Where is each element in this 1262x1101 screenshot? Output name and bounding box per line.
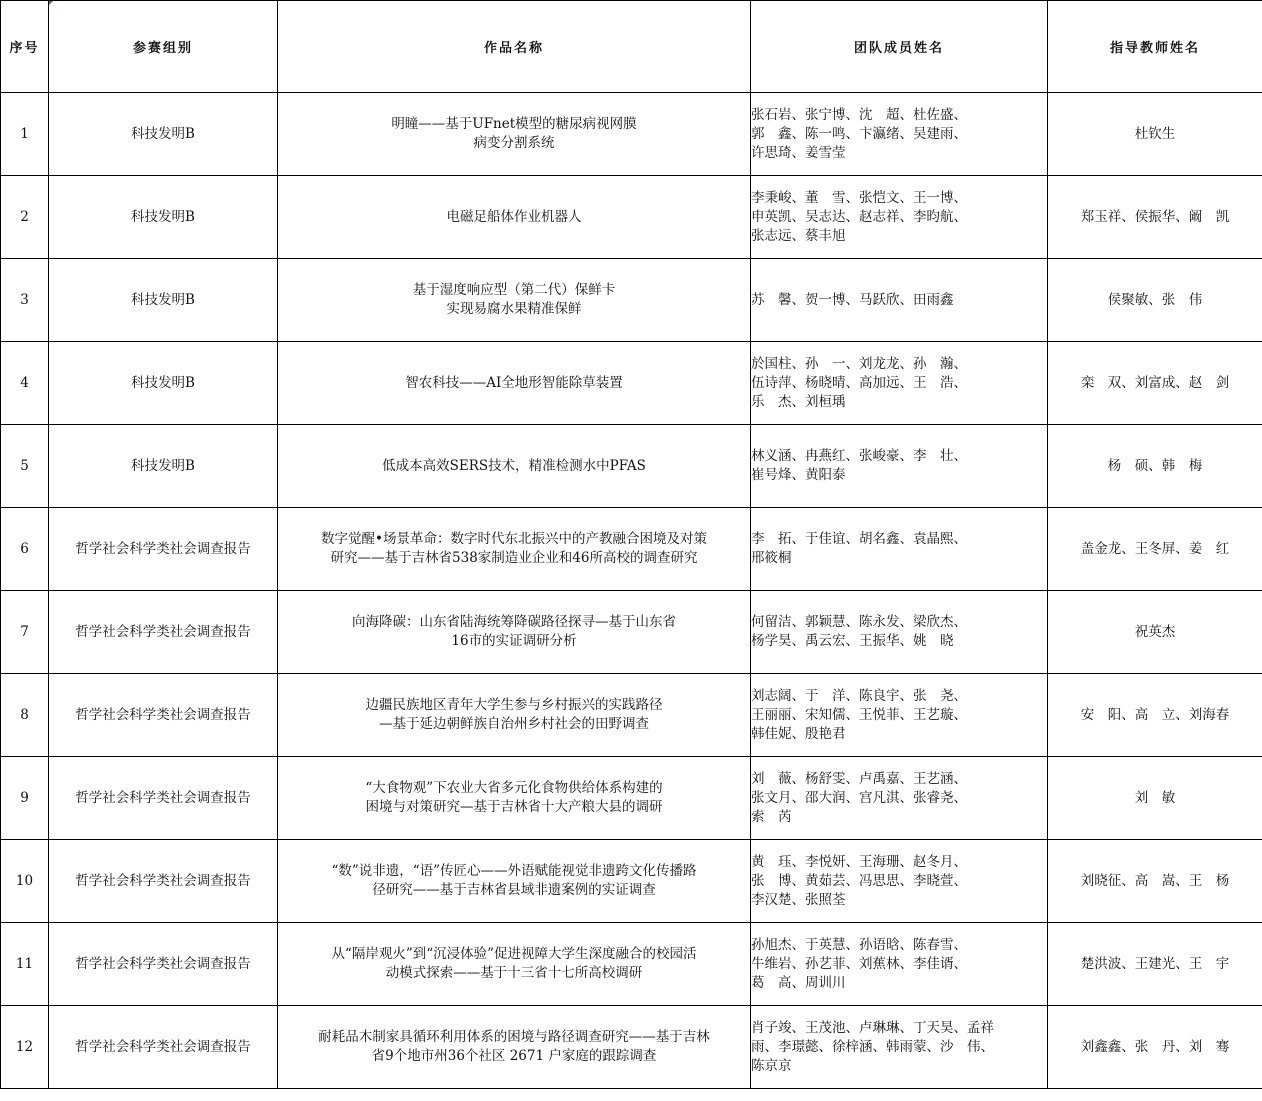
cell-advisors[interactable]: 杜钦生 (1048, 93, 1262, 176)
cell-advisors[interactable]: 郑玉祥、侯振华、阚 凯 (1048, 176, 1262, 259)
title-line: 省9个地市州36个社区 2671 户家庭的跟踪调查 (371, 1048, 657, 1064)
title-line: 病变分割系统 (473, 135, 555, 151)
table-row (1, 1006, 1262, 1089)
members-line: 牛维岩、孙艺菲、刘蕉林、李佳谞、 (751, 955, 967, 972)
cell-group[interactable]: 科技发明B (49, 342, 278, 425)
members-line: 葛 高、周训川 (751, 974, 846, 991)
table-row (1, 674, 1262, 757)
cell-no[interactable]: 7 (1, 591, 49, 674)
members-line: 陈京京 (751, 1057, 792, 1074)
cell-advisors[interactable]: 刘鑫鑫、张 丹、刘 骞 (1048, 1006, 1262, 1089)
title-line: 边疆民族地区青年大学生参与乡村振兴的实践路径 (365, 697, 663, 713)
title-line: 基于湿度响应型（第二代）保鲜卡 (412, 282, 616, 298)
members-line: 黄 珏、李悦妍、王海珊、赵冬月、 (751, 853, 967, 870)
table-row (1, 259, 1262, 342)
cell-members[interactable] (751, 342, 1048, 425)
table-row (1, 342, 1262, 425)
title-line: 电磁足船体作业机器人 (446, 208, 582, 225)
header-no[interactable]: 序号 (1, 1, 49, 93)
title-line: “数”说非遗，“语”传匠心——外语赋能视觉非遗跨文化传播路 (331, 863, 697, 879)
members-line: 苏 馨、贺一博、马跃欣、田雨鑫 (751, 291, 954, 308)
cell-advisors[interactable]: 盖金龙、王冬屏、姜 红 (1048, 508, 1262, 591)
cell-no[interactable]: 8 (1, 674, 49, 757)
cell-group[interactable]: 科技发明B (49, 176, 278, 259)
cell-members[interactable] (751, 1006, 1048, 1089)
members-line: 雨、李璟懿、徐梓涵、韩雨蒙、沙 伟、 (751, 1038, 994, 1055)
cell-members[interactable] (751, 259, 1048, 342)
cell-no[interactable]: 5 (1, 425, 49, 508)
title-line: 研究——基于吉林省538家制造业企业和46所高校的调查研究 (330, 550, 698, 566)
table-row (1, 840, 1262, 923)
members-line: 肖子竣、王茂池、卢琳琳、丁天昊、孟祥 (751, 1019, 994, 1036)
members-line: 孙旭杰、于英慧、孙语晗、陈春雪、 (751, 936, 967, 953)
members-line: 索 芮 (751, 808, 792, 825)
cell-no[interactable]: 4 (1, 342, 49, 425)
members-line: 申英凯、吴志达、赵志祥、李昀航、 (751, 208, 967, 225)
table-row (1, 508, 1262, 591)
title-line: 径研究——基于吉林省县域非遗案例的实证调查 (372, 882, 656, 898)
members-line: 李秉峻、董 雪、张恺文、王一博、 (751, 189, 967, 206)
cell-title[interactable] (278, 1006, 751, 1089)
title-line: 向海降碳：山东省陆海统筹降碳路径探寻—基于山东省 (352, 614, 676, 630)
members-line: 刘志阔、于 洋、陈良宇、张 尧、 (751, 687, 967, 704)
cell-members[interactable] (751, 923, 1048, 1006)
table-row (1, 93, 1262, 176)
cell-group[interactable]: 哲学社会科学类社会调查报告 (49, 923, 278, 1006)
cell-title[interactable] (278, 425, 751, 508)
title-line: 低成本高效SERS技术，精准检测水中PFAS (382, 457, 646, 474)
cell-no[interactable]: 11 (1, 923, 49, 1006)
members-line: 郭 鑫、陈一鸣、卞瀛绪、吴建雨、 (751, 125, 967, 142)
header-group[interactable]: 参赛组别 (49, 1, 278, 93)
title-line: 明瞳——基于UFnet模型的糖尿病视网膜 (391, 116, 637, 132)
cell-members[interactable] (751, 840, 1048, 923)
cell-group[interactable]: 哲学社会科学类社会调查报告 (49, 674, 278, 757)
title-line: 数字觉醒•场景革命：数字时代东北振兴中的产教融合困境及对策 (321, 531, 707, 547)
members-line: 李汉楚、张照荃 (751, 891, 846, 908)
cell-group[interactable]: 科技发明B (49, 93, 278, 176)
cell-title[interactable] (278, 342, 751, 425)
cell-group[interactable]: 哲学社会科学类社会调查报告 (49, 1006, 278, 1089)
cell-title[interactable] (278, 259, 751, 342)
cell-advisors[interactable]: 刘晓征、高 嵩、王 杨 (1048, 840, 1262, 923)
cell-no[interactable]: 9 (1, 757, 49, 840)
title-line: 智农科技——AI全地形智能除草装置 (405, 374, 623, 391)
title-line: 动模式探索——基于十三省十七所高校调研 (385, 965, 643, 981)
cell-advisors[interactable]: 栾 双、刘富成、赵 剑 (1048, 342, 1262, 425)
members-line: 林义涵、冉燕红、张峻豪、李 壮、 (751, 448, 967, 464)
members-line: 崔号烽、黄阳泰 (751, 467, 846, 483)
cell-group[interactable]: 哲学社会科学类社会调查报告 (49, 757, 278, 840)
table-body (1, 93, 1262, 1089)
members-line: 张石岩、张宁博、沈 超、杜佐盛、 (751, 106, 967, 123)
title-line: 困境与对策研究—基于吉林省十大产粮大县的调研 (365, 799, 663, 815)
cell-advisors[interactable]: 安 阳、高 立、刘海春 (1048, 674, 1262, 757)
table-row (1, 425, 1262, 508)
members-line: 张志远、蔡丰旭 (751, 227, 846, 244)
members-line: 伍诗萍、杨晓晴、高加远、王 浩、 (751, 374, 967, 391)
cell-members[interactable] (751, 674, 1048, 757)
cell-no[interactable]: 6 (1, 508, 49, 591)
table-row (1, 923, 1262, 1006)
cell-title[interactable] (278, 508, 751, 591)
cell-members[interactable] (751, 176, 1048, 259)
cell-title[interactable] (278, 757, 751, 840)
cell-no[interactable]: 10 (1, 840, 49, 923)
cell-advisors[interactable]: 侯聚敏、张 伟 (1048, 259, 1262, 342)
title-line: “大食物观”下农业大省多元化食物供给体系构建的 (365, 780, 663, 796)
table-row (1, 176, 1262, 259)
cell-no[interactable]: 12 (1, 1006, 49, 1089)
header-title[interactable]: 作品名称 (278, 1, 751, 93)
cell-group[interactable]: 科技发明B (49, 425, 278, 508)
cell-group[interactable]: 哲学社会科学类社会调查报告 (49, 840, 278, 923)
cell-title[interactable] (278, 923, 751, 1006)
cell-group[interactable]: 哲学社会科学类社会调查报告 (49, 591, 278, 674)
members-line: 王丽丽、宋知儒、王悦菲、王艺璇、 (751, 706, 967, 723)
members-line: 杨学昊、禹云宏、王振华、姚 晓 (751, 633, 954, 649)
table-row (1, 757, 1262, 840)
cell-group[interactable]: 哲学社会科学类社会调查报告 (49, 508, 278, 591)
cell-group[interactable]: 科技发明B (49, 259, 278, 342)
cell-title[interactable] (278, 674, 751, 757)
cell-title[interactable] (278, 591, 751, 674)
members-line: 乐 杰、刘桓瑀 (751, 393, 846, 410)
members-line: 於国柱、孙 一、刘龙龙、孙 瀚、 (751, 355, 967, 372)
cell-advisors[interactable]: 刘 敏 (1048, 757, 1262, 840)
cell-no[interactable]: 1 (1, 93, 49, 176)
header-advisors[interactable]: 指导教师姓名 (1048, 1, 1262, 93)
members-line: 刘 薇、杨舒雯、卢禹嘉、王艺涵、 (751, 770, 967, 787)
members-line: 邢筱桐 (751, 550, 792, 566)
members-line: 何留洁、郭颖慧、陈永发、梁欣杰、 (751, 614, 967, 630)
cell-members[interactable] (751, 93, 1048, 176)
cell-advisors[interactable]: 祝英杰 (1048, 591, 1262, 674)
cell-advisors[interactable]: 楚洪波、王建光、王 宇 (1048, 923, 1262, 1006)
cell-members[interactable] (751, 508, 1048, 591)
cell-members[interactable] (751, 591, 1048, 674)
cell-title[interactable] (278, 93, 751, 176)
title-line: 耐耗品木制家具循环利用体系的困境与路径调查研究——基于吉林 (318, 1029, 710, 1045)
header-members[interactable]: 团队成员姓名 (751, 1, 1048, 93)
title-line: 实现易腐水果精准保鲜 (446, 301, 582, 317)
title-line: —基于延边朝鲜族自治州乡村社会的田野调查 (379, 716, 649, 732)
title-line: 16市的实证调研分析 (451, 633, 577, 649)
cell-title[interactable] (278, 840, 751, 923)
members-line: 李 拓、于佳谊、胡名鑫、袁晶熙、 (751, 531, 967, 547)
cell-no[interactable]: 3 (1, 259, 49, 342)
header-row (1, 1, 1262, 93)
cell-title[interactable] (278, 176, 751, 259)
members-line: 许思琦、姜雪莹 (751, 144, 846, 161)
table-row (1, 591, 1262, 674)
title-line: 从“隔岸观火”到“沉浸体验”促进视障大学生深度融合的校园活 (331, 946, 697, 962)
cell-no[interactable]: 2 (1, 176, 49, 259)
cell-advisors[interactable]: 杨 硕、韩 梅 (1048, 425, 1262, 508)
cell-members[interactable] (751, 425, 1048, 508)
cell-members[interactable] (751, 757, 1048, 840)
members-line: 韩佳妮、殷艳君 (751, 725, 846, 742)
members-line: 张 博、黄茹芸、冯思思、李晓萱、 (751, 872, 967, 889)
members-line: 张文月、邵大润、宫凡淇、张睿尧、 (751, 789, 967, 806)
